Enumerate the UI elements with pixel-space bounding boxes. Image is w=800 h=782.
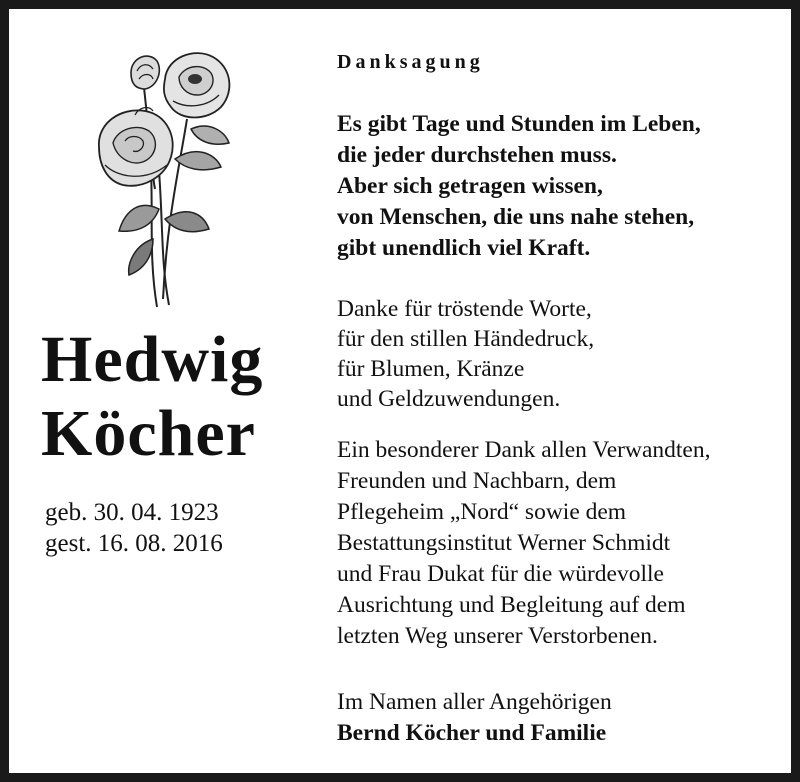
thanks-line: Danke für tröstende Worte,	[337, 296, 592, 322]
signature-family: Bernd Köcher und Familie	[337, 720, 607, 746]
heading-danksagung: Danksagung	[337, 51, 484, 73]
signature	[337, 687, 612, 749]
life-dates	[45, 497, 223, 559]
special-thanks-line: und Frau Dukat für die würdevolle	[337, 561, 664, 587]
special-thanks-line: letzten Weg unserer Verstorbenen.	[337, 623, 658, 649]
poem-line: die jeder durchstehen muss.	[337, 142, 617, 168]
poem-line: Es gibt Tage und Stunden im Leben,	[337, 111, 701, 137]
birth-date: geb. 30. 04. 1923	[45, 499, 219, 526]
special-thanks-line: Ein besonderer Dank allen Verwandten,	[337, 437, 711, 463]
first-name: Hedwig	[41, 323, 264, 396]
poem	[337, 109, 701, 264]
roses-illustration	[91, 49, 241, 311]
poem-line: Aber sich getragen wissen,	[337, 173, 603, 199]
deceased-name	[41, 323, 311, 471]
death-date: gest. 16. 08. 2016	[45, 530, 223, 557]
special-thanks-paragraph	[337, 435, 710, 652]
signature-intro: Im Namen aller Angehörigen	[337, 689, 612, 715]
special-thanks-line: Freunden und Nachbarn, dem	[337, 468, 617, 494]
thanks-line: für den stillen Händedruck,	[337, 326, 595, 352]
special-thanks-line: Pflegeheim „Nord“ sowie dem	[337, 499, 627, 525]
poem-line: von Menschen, die uns nahe stehen,	[337, 204, 695, 230]
special-thanks-line: Ausrichtung und Begleitung auf dem	[337, 592, 686, 618]
thanks-line: für Blumen, Kränze	[337, 356, 525, 382]
thanks-line: und Geldzuwendungen.	[337, 386, 561, 412]
last-name: Köcher	[41, 397, 256, 470]
thanks-paragraph	[337, 294, 594, 414]
poem-line: gibt unendlich viel Kraft.	[337, 235, 591, 261]
special-thanks-line: Bestattungsinstitut Werner Schmidt	[337, 530, 671, 556]
